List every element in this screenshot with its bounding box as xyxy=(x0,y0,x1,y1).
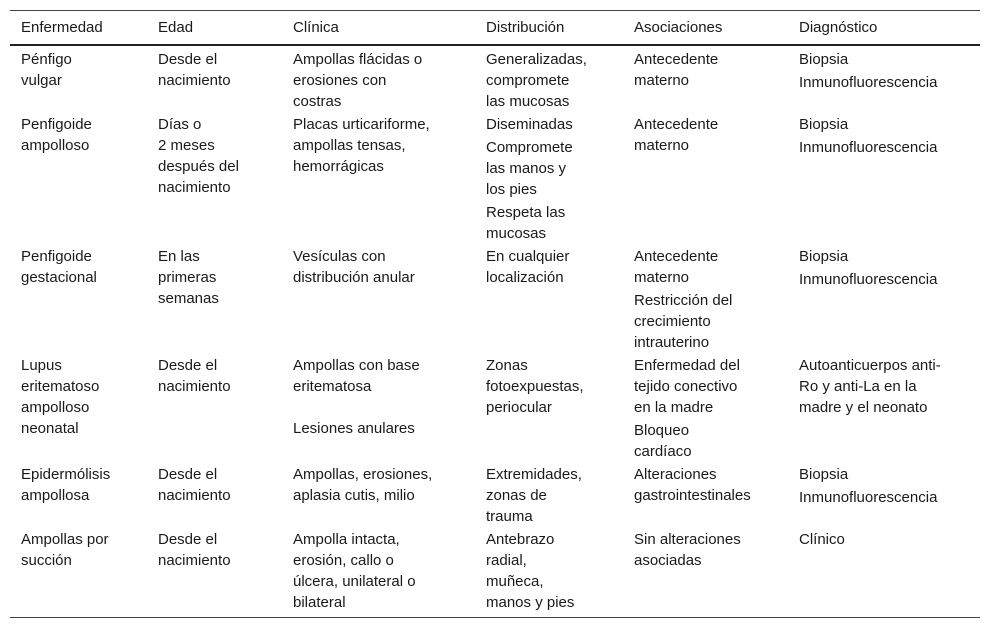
cell-asociaciones: Restricción del crecimiento intrauterino xyxy=(634,292,733,351)
header-diagnostico: Diagnóstico xyxy=(799,19,878,36)
cell-diagnostico: Inmunofluorescencia xyxy=(799,74,938,91)
disease-table xyxy=(10,10,980,618)
cell-clinica: Ampollas flácidas o erosiones con costras xyxy=(293,51,423,110)
cell-asociaciones: Antecedente materno xyxy=(634,248,719,286)
table-row xyxy=(10,461,980,526)
header-asociaciones: Asociaciones xyxy=(634,19,723,36)
header-enfermedad: Enfermedad xyxy=(21,19,103,36)
cell-distribucion: Diseminadas xyxy=(486,116,573,133)
cell-enfermedad: Penfigoide ampolloso xyxy=(21,116,92,154)
cell-edad: Desde el nacimiento xyxy=(158,357,231,395)
cell-asociaciones: Alteraciones gastrointestinales xyxy=(634,466,751,504)
cell-edad: Desde el nacimiento xyxy=(158,531,231,569)
cell-distribucion: Antebrazo radial, muñeca, manos y pies xyxy=(486,531,575,611)
cell-clinica: Ampollas, erosiones, aplasia cutis, milio xyxy=(293,466,433,504)
header-edad: Edad xyxy=(158,19,194,36)
table-row xyxy=(10,46,980,111)
cell-diagnostico: Clínico xyxy=(799,531,845,548)
cell-distribucion: Extremidades, zonas de trauma xyxy=(486,466,582,525)
cell-enfermedad: Epidermólisis ampollosa xyxy=(21,466,111,504)
header-distribucion: Distribución xyxy=(486,19,565,36)
cell-edad: Desde el nacimiento xyxy=(158,466,231,504)
cell-enfermedad: Ampollas por succión xyxy=(21,531,109,569)
table-row xyxy=(10,243,980,352)
cell-diagnostico: Inmunofluorescencia xyxy=(799,271,938,288)
cell-distribucion: Compromete las manos y los pies xyxy=(486,139,573,198)
cell-diagnostico: Biopsia xyxy=(799,116,849,133)
cell-edad: En las primeras semanas xyxy=(158,248,219,307)
cell-diagnostico: Biopsia xyxy=(799,466,849,483)
cell-clinica: Ampolla intacta, erosión, callo o úlcera, unilateral o bilateral xyxy=(293,531,416,611)
header-clinica: Clínica xyxy=(293,19,339,36)
cell-asociaciones: Enfermedad del tejido conectivo en la madre xyxy=(634,357,740,416)
table-header xyxy=(10,11,980,46)
cell-diagnostico: Biopsia xyxy=(799,248,849,265)
table-row xyxy=(10,526,980,617)
cell-distribucion: Respeta las mucosas xyxy=(486,204,566,242)
cell-clinica: Placas urticariforme, ampollas tensas, hemorrágicas xyxy=(293,116,430,175)
table-row xyxy=(10,352,980,461)
cell-distribucion: En cualquier localización xyxy=(486,248,570,286)
cell-enfermedad: Lupus eritematoso ampolloso neonatal xyxy=(21,357,100,437)
cell-asociaciones: Antecedente materno xyxy=(634,51,719,89)
cell-diagnostico: Biopsia xyxy=(799,51,849,68)
cell-diagnostico: Autoanticuerpos anti- Ro y anti-La en la madre y el neonato xyxy=(799,357,941,416)
cell-asociaciones: Antecedente materno xyxy=(634,116,719,154)
cell-edad: Desde el nacimiento xyxy=(158,51,231,89)
table-row xyxy=(10,111,980,243)
cell-asociaciones: Sin alteraciones asociadas xyxy=(634,531,741,569)
cell-diagnostico: Inmunofluorescencia xyxy=(799,139,938,156)
cell-enfermedad: Penfigoide gestacional xyxy=(21,248,97,286)
cell-diagnostico: Inmunofluorescencia xyxy=(799,489,938,506)
cell-edad: Días o 2 meses después del nacimiento xyxy=(158,116,239,196)
cell-clinica: Lesiones anulares xyxy=(293,420,415,437)
cell-enfermedad: Pénfigo vulgar xyxy=(21,51,72,89)
cell-asociaciones: Bloqueo cardíaco xyxy=(634,422,692,460)
cell-distribucion: Generalizadas, compromete las mucosas xyxy=(486,51,587,110)
cell-clinica: Ampollas con base eritematosa xyxy=(293,357,420,395)
cell-distribucion: Zonas fotoexpuestas, periocular xyxy=(486,357,584,416)
cell-clinica: Vesículas con distribución anular xyxy=(293,248,415,286)
